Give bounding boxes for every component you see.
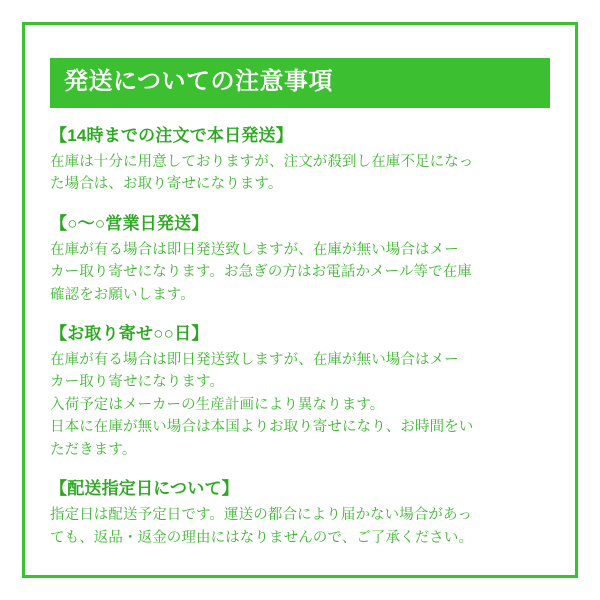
section-heading: 【14時までの注文で本日発送】 <box>50 125 293 145</box>
section-body-line: 日本に在庫が無い場合は本国よりお取り寄せになり、お時間をい <box>50 419 474 436</box>
section-body-line: 確認をお願いします。 <box>50 286 195 303</box>
section-body-line: 入荷予定はメーカーの生産計画により異なります。 <box>50 396 385 413</box>
section-body <box>50 504 550 549</box>
section-body-line: 指定日は配送予定日です。運送の都合により届かない場合があっ <box>50 507 473 524</box>
page-title: 発送についての注意事項 <box>50 58 550 108</box>
notice-section-1 <box>50 125 550 196</box>
notice-content <box>50 58 550 549</box>
section-body-line: ただきます。 <box>50 441 137 458</box>
section-body-line: た場合は、お取り寄せになります。 <box>50 176 283 193</box>
notice-section-4 <box>50 478 550 549</box>
section-heading: 【お取り寄せ○○日】 <box>50 324 209 344</box>
section-body-line: カー取り寄せになります。お急ぎの方はお電話かメール等で在庫 <box>50 264 472 281</box>
section-heading: 【○〜○営業日発送】 <box>50 213 209 233</box>
section-body-line: カー取り寄せになります。 <box>50 374 225 391</box>
section-body-line: 在庫は十分に用意しておりますが、注文が殺到し在庫不足になっ <box>50 153 474 170</box>
section-body <box>50 239 550 306</box>
notice-section-3 <box>50 323 550 461</box>
notice-section-2 <box>50 213 550 306</box>
section-body-line: ても、返品・返金の理由にはなりませんので、ご了承ください。 <box>50 529 474 546</box>
section-heading: 【配送指定日について】 <box>50 479 239 499</box>
section-body <box>50 349 550 461</box>
section-body-line: 在庫が有る場合は即日発送致しますが、在庫が無い場合はメー <box>50 351 459 368</box>
section-body <box>50 151 550 196</box>
section-body-line: 在庫が有る場合は即日発送致しますが、在庫が無い場合はメー <box>50 241 459 258</box>
